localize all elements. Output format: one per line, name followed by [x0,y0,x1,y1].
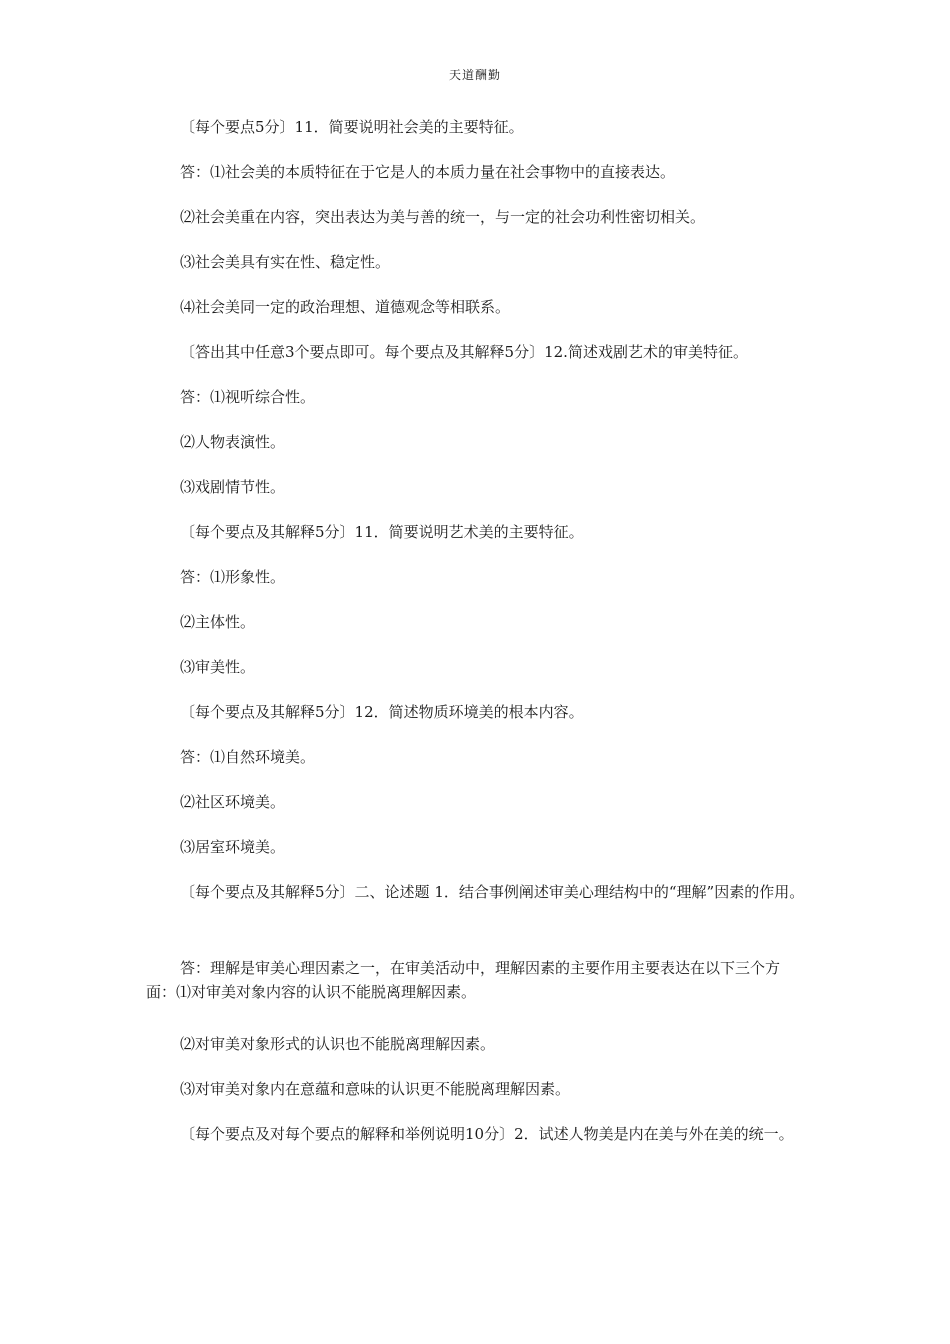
paragraph-point: ⑵人物表演性。 [180,433,286,451]
paragraph-drama-question: 〔答出其中任意3个要点即可。每个要点及其解释5分〕12.简述戏剧艺术的审美特征。 [180,343,748,361]
paragraph-essay-answer: 答：理解是审美心理因素之一，在审美活动中，理解因素的主要作用主要表达在以下三个方面：⑴对审美对象内容的认识不能脱离理解因素。 [146,959,781,1001]
paragraph-answer: 答：⑴自然环境美。 [180,748,316,766]
paragraph-point: ⑶戏剧情节性。 [180,478,286,496]
paragraph-social-beauty-question: 〔每个要点5分〕11．简要说明社会美的主要特征。 [180,118,524,136]
paragraph-point: ⑷社会美同一定的政治理想、道德观念等相联系。 [180,298,511,316]
paragraph-art-beauty-question: 〔每个要点及其解释5分〕11．简要说明艺术美的主要特征。 [180,523,584,541]
paragraph-point: ⑶居室环境美。 [180,838,286,856]
paragraph-essay-question-1: 〔每个要点及其解释5分〕二、论述题 1．结合事例阐述审美心理结构中的“理解”因素的作用。 [180,883,805,901]
paragraph-point: ⑶社会美具有实在性、稳定性。 [180,253,391,271]
paragraph-point: ⑵主体性。 [180,613,256,631]
paragraph-point: ⑶审美性。 [180,658,256,676]
paragraph-environment-question: 〔每个要点及其解释5分〕12．简述物质环境美的根本内容。 [180,703,584,721]
paragraph-essay-question-2: 〔每个要点及对每个要点的解释和举例说明10分〕2．试述人物美是内在美与外在美的统一。 [180,1125,794,1143]
paragraph-point: ⑵社会美重在内容，突出表达为美与善的统一，与一定的社会功利性密切相关。 [180,208,706,226]
paragraph-answer: 答：⑴视听综合性。 [180,388,316,406]
paragraph-answer: 答：⑴形象性。 [180,568,286,586]
paragraph-answer: 答：⑴社会美的本质特征在于它是人的本质力量在社会事物中的直接表达。 [180,163,676,181]
page-header: 天道酬勤 [448,68,501,82]
paragraph-point: ⑵社区环境美。 [180,793,286,811]
paragraph-point: ⑶对审美对象内在意蕴和意味的认识更不能脱离理解因素。 [180,1080,571,1098]
paragraph-point: ⑵对审美对象形式的认识也不能脱离理解因素。 [180,1035,496,1053]
